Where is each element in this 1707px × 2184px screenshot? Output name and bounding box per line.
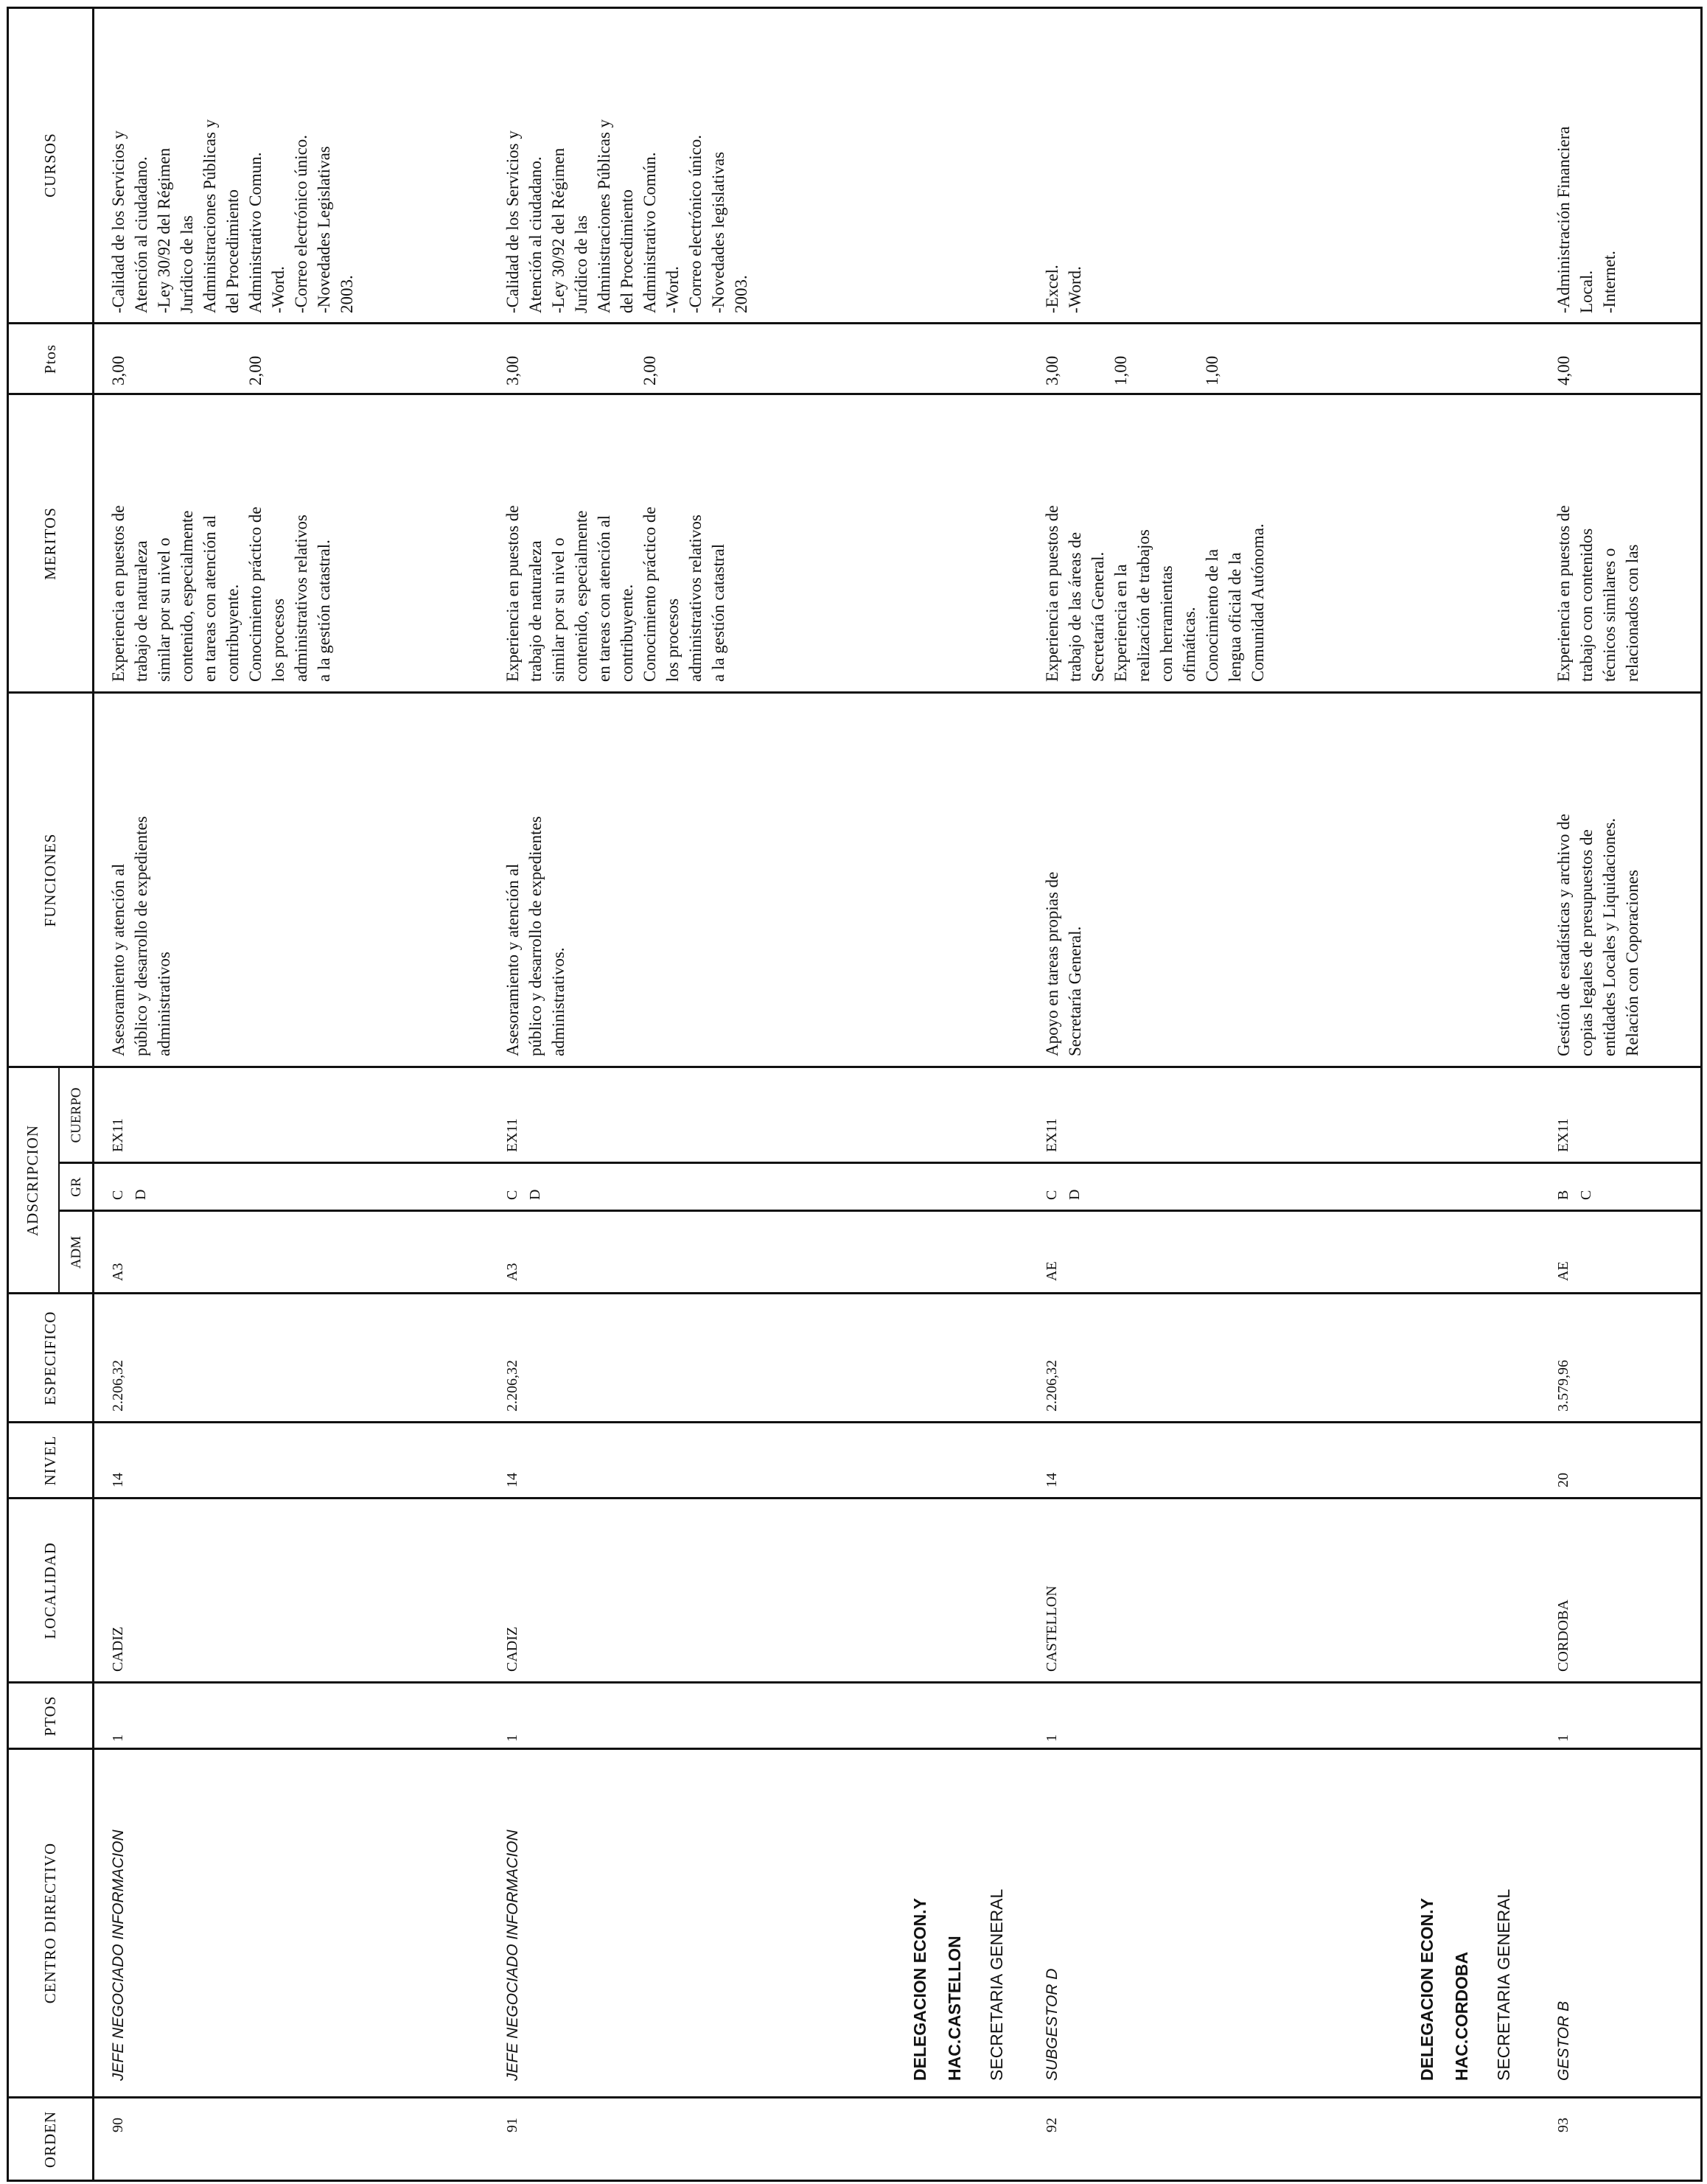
cursos-text-line: Administraciones Públicas y <box>200 119 219 313</box>
meritos-text <box>1041 506 1269 683</box>
meritos-text-line: relacionados con las <box>1623 544 1641 682</box>
column-divider <box>7 1066 1703 1068</box>
gr-value <box>107 1190 153 1200</box>
localidad-value: CADIZ <box>110 1626 126 1672</box>
meritos-text <box>501 506 730 683</box>
localidad-value: CADIZ <box>504 1626 520 1672</box>
cursos-text-line: Atención al ciudadano. <box>132 156 150 313</box>
especifico-value: 2.206,32 <box>110 1360 126 1412</box>
meritos-ptos-line <box>1155 356 1178 385</box>
meritos-text-line: Conocimiento práctico de <box>640 506 659 682</box>
gr-value-line: C <box>1044 1190 1060 1200</box>
meritos-ptos-line <box>547 356 570 385</box>
adm-value: A3 <box>110 1263 126 1281</box>
cursos-text <box>1552 126 1621 313</box>
funciones-text <box>1041 872 1086 1056</box>
column-divider <box>7 1421 1703 1423</box>
header-ptos-meritos: Ptos <box>41 343 59 374</box>
header-especifico: ESPECIFICO <box>41 1311 59 1406</box>
meritos-text-line: lengua oficial de la <box>1226 552 1244 682</box>
meritos-text-line: administrativos relativos <box>292 514 310 682</box>
funciones-text-line: administrativos. <box>549 947 568 1056</box>
unidad-title: SECRETARIA GENERAL <box>987 1888 1006 2081</box>
cursos-text-line: -Correo electrónico único. <box>686 134 705 313</box>
column-divider <box>7 1681 1703 1684</box>
gr-value-line: D <box>133 1189 149 1200</box>
header-gr: GR <box>68 1177 84 1197</box>
column-divider <box>58 1210 1703 1212</box>
meritos-ptos-line: 3,00 <box>1043 355 1061 385</box>
localidad-value: CORDOBA <box>1555 1599 1571 1672</box>
cursos-text <box>1041 265 1086 313</box>
meritos-text <box>1552 506 1644 683</box>
meritos-text-line: en tareas con atención al <box>595 514 613 682</box>
nivel-value: 14 <box>504 1473 520 1487</box>
cursos-text-line: -Word. <box>1066 266 1084 313</box>
ptos-value: 1 <box>110 1734 126 1742</box>
meritos-text-line: Experiencia en puestos de <box>1554 505 1573 682</box>
meritos-text-line: técnicos similares o <box>1600 548 1619 682</box>
meritos-ptos-line: 3,00 <box>503 355 522 385</box>
orden-value: 90 <box>110 2118 126 2132</box>
cuerpo-value: EX11 <box>504 1118 520 1152</box>
gr-value-line: D <box>1067 1189 1083 1200</box>
funciones-text-line: copias legales de presupuestos de <box>1577 829 1596 1056</box>
meritos-ptos <box>107 356 267 385</box>
adm-value: AE <box>1555 1261 1571 1281</box>
meritos-text-line: Conocimiento de la <box>1203 548 1221 682</box>
meritos-ptos-line <box>524 356 547 385</box>
cursos-text-line: Jurídico de las <box>178 215 196 313</box>
cursos-text-line: -Ley 30/92 del Régimen <box>549 147 568 313</box>
meritos-text-line: los procesos <box>663 598 682 682</box>
header-localidad: LOCALIDAD <box>41 1542 59 1639</box>
column-divider <box>7 2096 1703 2098</box>
puesto-name: SUBGESTOR D <box>1044 1968 1061 2081</box>
meritos-ptos-line <box>175 356 198 385</box>
cursos-text-line: -Ley 30/92 del Régimen <box>155 147 173 313</box>
funciones-text <box>107 816 175 1056</box>
orden-value: 92 <box>1044 2118 1060 2132</box>
column-divider <box>7 1497 1703 1499</box>
funciones-text-line: público y desarrollo de expedientes <box>526 816 545 1056</box>
meritos-ptos-line <box>1132 356 1155 385</box>
column-divider <box>7 393 1703 395</box>
meritos-ptos <box>1552 356 1575 385</box>
cursos-text-line: -Novedades Legislativas <box>315 146 333 313</box>
cursos-text-line: -Correo electrónico único. <box>292 134 310 313</box>
puesto-name: JEFE NEGOCIADO INFORMACION <box>504 1829 521 2081</box>
meritos-ptos-line: 2,00 <box>246 355 265 385</box>
funciones-text-line: Relación con Coporaciones <box>1623 870 1641 1056</box>
meritos-text-line: Experiencia en puestos de <box>1043 505 1061 682</box>
adscripcion-divider <box>58 1067 60 1294</box>
header-divider <box>92 7 94 2182</box>
ptos-value: 1 <box>1555 1734 1571 1742</box>
header-meritos: MERITOS <box>41 507 59 580</box>
gr-value <box>1041 1190 1086 1200</box>
meritos-text-line: a la gestión catastral. <box>315 540 333 682</box>
funciones-text-line: Apoyo en tareas propias de <box>1043 871 1061 1056</box>
meritos-ptos-line <box>153 356 175 385</box>
header-adm: ADM <box>68 1235 84 1269</box>
especifico-value: 2.206,32 <box>504 1360 520 1412</box>
cursos-text-line: 2003. <box>338 275 356 313</box>
column-divider <box>7 1292 1703 1294</box>
adm-value: A3 <box>504 1263 520 1281</box>
gr-value <box>1552 1190 1598 1200</box>
cuerpo-value: EX11 <box>110 1118 126 1152</box>
column-divider <box>7 322 1703 324</box>
meritos-ptos <box>501 356 661 385</box>
meritos-text-line: Experiencia en puestos de <box>503 505 522 682</box>
meritos-text-line: Experiencia en puestos de <box>109 505 128 682</box>
delegacion-title <box>903 1898 972 2081</box>
funciones-text-line: Asesoramiento y atención al <box>109 863 128 1056</box>
meritos-ptos-line <box>1064 356 1086 385</box>
localidad-value: CASTELLON <box>1044 1585 1060 1672</box>
adm-value: AE <box>1044 1261 1060 1281</box>
column-divider <box>58 1162 1703 1164</box>
header-funciones: FUNCIONES <box>41 833 59 927</box>
funciones-text <box>1552 814 1644 1056</box>
meritos-text-line: similar por su nivel o <box>155 537 173 682</box>
cursos-text-line: -Calidad de los Servicios y <box>109 130 128 313</box>
meritos-text-line: Experiencia en la <box>1111 564 1130 682</box>
column-divider <box>7 691 1703 694</box>
funciones-text-line: administrativos <box>155 952 173 1056</box>
gr-value-line: C <box>1578 1190 1594 1200</box>
cursos-text-line: -Novedades legislativas <box>709 151 727 313</box>
meritos-text-line: contribuyente. <box>618 584 636 682</box>
ptos-value: 1 <box>1044 1734 1060 1742</box>
cursos-text-line: -Word. <box>663 266 682 313</box>
meritos-text-line: trabajo de naturaleza <box>132 540 150 682</box>
cursos-text-line: Jurídico de las <box>572 215 590 313</box>
meritos-text-line: trabajo de naturaleza <box>526 540 545 682</box>
nivel-value: 14 <box>110 1473 126 1487</box>
header-nivel: NIVEL <box>41 1435 59 1486</box>
nivel-value: 20 <box>1555 1473 1571 1487</box>
cursos-text-line: del Procedimiento <box>223 189 242 313</box>
meritos-text-line: similar por su nivel o <box>549 537 568 682</box>
funciones-text-line: Asesoramiento y atención al <box>503 863 522 1056</box>
cursos-text-line: Administrativo Comun. <box>246 152 265 313</box>
funciones-text-line: entidades Locales y Liquidaciones. <box>1600 817 1619 1056</box>
meritos-ptos-line <box>570 356 593 385</box>
meritos-text-line: contenido, especialmente <box>572 510 590 682</box>
delegacion-title-line: HAC.CASTELLON <box>945 1936 964 2081</box>
ptos-value: 1 <box>504 1734 520 1742</box>
meritos-text-line: trabajo de las áreas de <box>1066 531 1084 682</box>
meritos-ptos-line <box>130 356 153 385</box>
delegacion-title-line: DELEGACION ECON.Y <box>1417 1898 1437 2081</box>
delegacion-title-line: DELEGACION ECON.Y <box>910 1898 929 2081</box>
meritos-text-line: los procesos <box>269 598 287 682</box>
meritos-text-line: trabajo con contenidos <box>1577 528 1596 682</box>
table-border <box>7 7 1703 2182</box>
header-adscripcion: ADSCRIPCION <box>24 1124 41 1237</box>
cursos-text <box>501 119 753 313</box>
delegacion-title-line: HAC.CORDOBA <box>1452 1951 1471 2081</box>
nivel-value: 14 <box>1044 1473 1060 1487</box>
funciones-text-line: Secretaría General. <box>1066 926 1084 1056</box>
funciones-text <box>501 816 570 1056</box>
meritos-ptos-line: 3,00 <box>109 355 128 385</box>
cursos-text-line: -Calidad de los Servicios y <box>503 130 522 313</box>
cursos-text-line: Local. <box>1577 270 1596 313</box>
gr-value-line: D <box>527 1189 543 1200</box>
header-cursos: CURSOS <box>41 133 59 198</box>
meritos-text-line: ofimáticas. <box>1180 607 1198 682</box>
cursos-text-line: -Excel. <box>1043 265 1061 313</box>
meritos-ptos <box>1041 356 1223 385</box>
orden-value: 91 <box>504 2118 520 2132</box>
meritos-ptos-line <box>593 356 615 385</box>
header-ptos: PTOS <box>41 1695 59 1737</box>
cursos-text-line: -Internet. <box>1600 251 1619 313</box>
puesto-name: JEFE NEGOCIADO INFORMACION <box>110 1829 127 2081</box>
meritos-ptos-line: 1,00 <box>1111 355 1130 385</box>
meritos-text-line: en tareas con atención al <box>200 514 219 682</box>
column-divider <box>7 1748 1703 1750</box>
cursos-text-line: 2003. <box>732 275 750 313</box>
meritos-text-line: contribuyente. <box>223 584 242 682</box>
gr-value <box>501 1190 547 1200</box>
meritos-text-line: a la gestión catastral <box>709 543 727 682</box>
meritos-text-line: administrativos relativos <box>686 514 705 682</box>
meritos-text-line: realización de trabajos <box>1134 529 1153 682</box>
meritos-text-line: Comunidad Autónoma. <box>1249 523 1267 682</box>
orden-value: 93 <box>1555 2118 1571 2132</box>
unidad-title: SECRETARIA GENERAL <box>1494 1888 1513 2081</box>
delegacion-title <box>1410 1898 1479 2081</box>
meritos-text-line: Secretaría General. <box>1089 551 1107 682</box>
gr-value-line: B <box>1555 1190 1571 1200</box>
meritos-text-line: Conocimiento práctico de <box>246 506 265 682</box>
meritos-ptos-line: 2,00 <box>640 355 659 385</box>
meritos-ptos-line <box>1086 356 1109 385</box>
cursos-text-line: -Administración Financiera <box>1554 126 1573 313</box>
puesto-name: GESTOR B <box>1555 2000 1572 2081</box>
gr-value-line: C <box>110 1190 126 1200</box>
cuerpo-value: EX11 <box>1044 1118 1060 1152</box>
cursos-text-line: Atención al ciudadano. <box>526 156 545 313</box>
header-centro-directivo: CENTRO DIRECTIVO <box>41 1842 59 2004</box>
cursos-text <box>107 119 358 313</box>
header-cuerpo: CUERPO <box>68 1087 84 1143</box>
meritos-ptos-line: 1,00 <box>1203 355 1221 385</box>
meritos-text <box>107 506 335 683</box>
funciones-text-line: público y desarrollo de expedientes <box>132 816 150 1056</box>
meritos-ptos-line <box>1178 356 1201 385</box>
meritos-text-line: contenido, especialmente <box>178 510 196 682</box>
funciones-text-line: Gestión de estadísticas y archivo de <box>1554 814 1573 1056</box>
gr-value-line: C <box>504 1190 520 1200</box>
cursos-text-line: del Procedimiento <box>618 189 636 313</box>
cuerpo-value: EX11 <box>1555 1118 1571 1152</box>
meritos-text-line: con herramientas <box>1157 565 1176 682</box>
meritos-ptos-line: 4,00 <box>1554 355 1573 385</box>
cursos-text-line: Administraciones Públicas y <box>595 119 613 313</box>
meritos-ptos-line <box>615 356 638 385</box>
especifico-value: 3.579,96 <box>1555 1360 1571 1412</box>
especifico-value: 2.206,32 <box>1044 1360 1060 1412</box>
cursos-text-line: -Word. <box>269 266 287 313</box>
cursos-text-line: Administrativo Común. <box>640 152 659 313</box>
meritos-ptos-line <box>221 356 244 385</box>
meritos-ptos-line <box>198 356 221 385</box>
header-orden: ORDEN <box>41 2110 59 2169</box>
